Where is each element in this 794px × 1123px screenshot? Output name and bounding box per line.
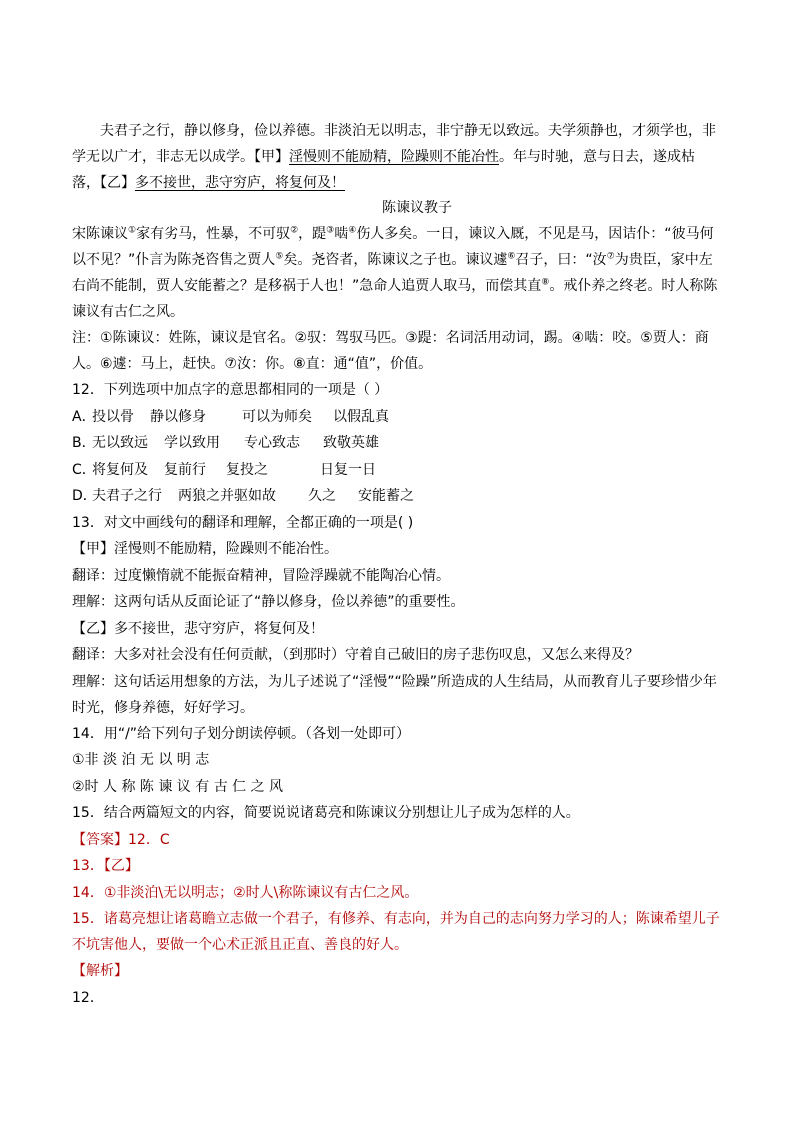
question-13-yi-understanding: 理解：这句话运用想象的方法，为儿子述说了“淫慢”“险躁”所造成的人生结局，从而教育儿子要珍惜少年时光，修身养德，好好学习。 bbox=[72, 673, 718, 716]
footnote-6: ⑥ bbox=[507, 251, 516, 262]
document-body bbox=[72, 118, 722, 1011]
yi-underlined-sentence: 多不接世，悲守穷庐，将复何及！ bbox=[135, 175, 345, 191]
annotations: 注：①陈谏议：姓陈，谏议是官名。②驭：驾驭马匹。③踶：名词活用动词，踢。④啮：咬。⑤贾人：商人。⑥遽：马上，赶快。⑦汝：你。⑧直：通“值”，价值。 bbox=[72, 330, 709, 372]
question-12-stem: 12．下列选项中加点字的意思都相同的一项是（ ） bbox=[72, 382, 389, 398]
question-13-stem: 13．对文中画线句的翻译和理解，全都正确的一项是( ) bbox=[72, 514, 414, 531]
jia-tag: 【甲】 bbox=[254, 149, 289, 165]
question-14-stem: 14．用“/”给下列句子划分朗读停顿。（各划一处即可） bbox=[72, 725, 411, 742]
answer-15: 15．诸葛亮想让诸葛瞻立志做一个君子，有修养、有志向，并为自己的志向努力学习的人；陈谏希望儿子不坑害他人，要做一个心术正派且正直、善良的好人。 bbox=[72, 911, 720, 953]
question-12-option-b: B．无以致远 学以致用 专心致志 致敬英雄 bbox=[72, 435, 379, 451]
analysis-12: 12． bbox=[72, 989, 104, 1006]
answer-14: 14．①非淡泊\无以明志；②时人\称陈谏议有古仁之风。 bbox=[72, 884, 419, 901]
answer-12: 【答案】12．C bbox=[72, 831, 170, 848]
footnote-8: ⑧ bbox=[541, 277, 550, 288]
jia-underlined-sentence: 淫慢则不能励精，险躁则不能冶性 bbox=[289, 149, 499, 165]
yi-tag: 【乙】 bbox=[100, 175, 135, 191]
question-12-option-c: C．将复何及 复前行 复投之 日复一日 bbox=[72, 461, 376, 478]
question-13-jia: 【甲】淫慢则不能励精，险躁则不能冶性。 bbox=[72, 541, 338, 557]
question-12-option-a: A．投以骨 静以修身 可以为师矣 以假乱真 bbox=[72, 408, 389, 425]
question-15-stem: 15．结合两篇短文的内容，简要说说诸葛亮和陈谏议分别想让儿子成为怎样的人。 bbox=[72, 805, 580, 821]
passage-1 bbox=[72, 118, 722, 196]
footnote-4: ④ bbox=[348, 225, 357, 236]
footnote-2: ② bbox=[290, 225, 299, 236]
question-14-sentence-2: ②时 人 称 陈 谏 议 有 古 仁 之 风 bbox=[72, 778, 284, 795]
footnote-7: ⑦ bbox=[606, 251, 615, 262]
question-13-yi: 【乙】多不接世，悲守穷庐，将复何及！ bbox=[72, 620, 324, 637]
analysis-tag: 【解析】 bbox=[72, 963, 128, 979]
question-13-yi-translation: 翻译：大多对社会没有任何贡献，（到那时）守着自己破旧的房子悲伤叹息，又怎么来得及？ bbox=[72, 647, 639, 663]
answer-tag: 【答案】 bbox=[72, 831, 128, 848]
passage-2: 宋陈谏议①家有劣马，性暴，不可驭②，踶③啮④伤人多矣。一日，谏议入厩，不见是马，因诘仆：“彼马何以不见？”仆言为陈尧咨售之贾人⑤矣。尧咨者，陈谏议之子也。谏议遽⑥召子，曰：“汝⑦为贵臣，家中左右尚不能制，贾人安能蓄之？是移祸于人也！”急命人追贾人取马，而偿其直⑧。戒仆养之终老。时人称陈谏议有古仁之风。 bbox=[72, 225, 718, 320]
answer-13: 13．【乙】 bbox=[72, 858, 139, 874]
question-12-option-d: D．夫君子之行 两狼之并驱如故 久之 安能蓄之 bbox=[72, 488, 414, 504]
passage-2-title: 陈谏议教子 bbox=[382, 200, 452, 216]
question-13-jia-understanding: 理解：这两句话从反面论证了“静以修身，俭以养德”的重要性。 bbox=[72, 594, 465, 610]
footnote-3: ③ bbox=[326, 225, 335, 236]
question-14-sentence-1: ①非 淡 泊 无 以 明 志 bbox=[72, 752, 210, 768]
passage-1-text-2: 。年与时驰，意与日去，遂成枯落， bbox=[72, 149, 695, 191]
question-13-jia-translation: 翻译：过度懒惰就不能振奋精神，冒险浮躁就不能陶冶心情。 bbox=[72, 567, 450, 584]
footnote-5: ⑤ bbox=[275, 251, 284, 262]
footnote-1: ① bbox=[128, 225, 137, 236]
passage-1-text: 夫君子之行，静以修身，俭以养德。非淡泊无以明志，非宁静无以致远。夫学须静也，才须学也，非学无以广才，非志无以成学。 bbox=[72, 123, 716, 165]
